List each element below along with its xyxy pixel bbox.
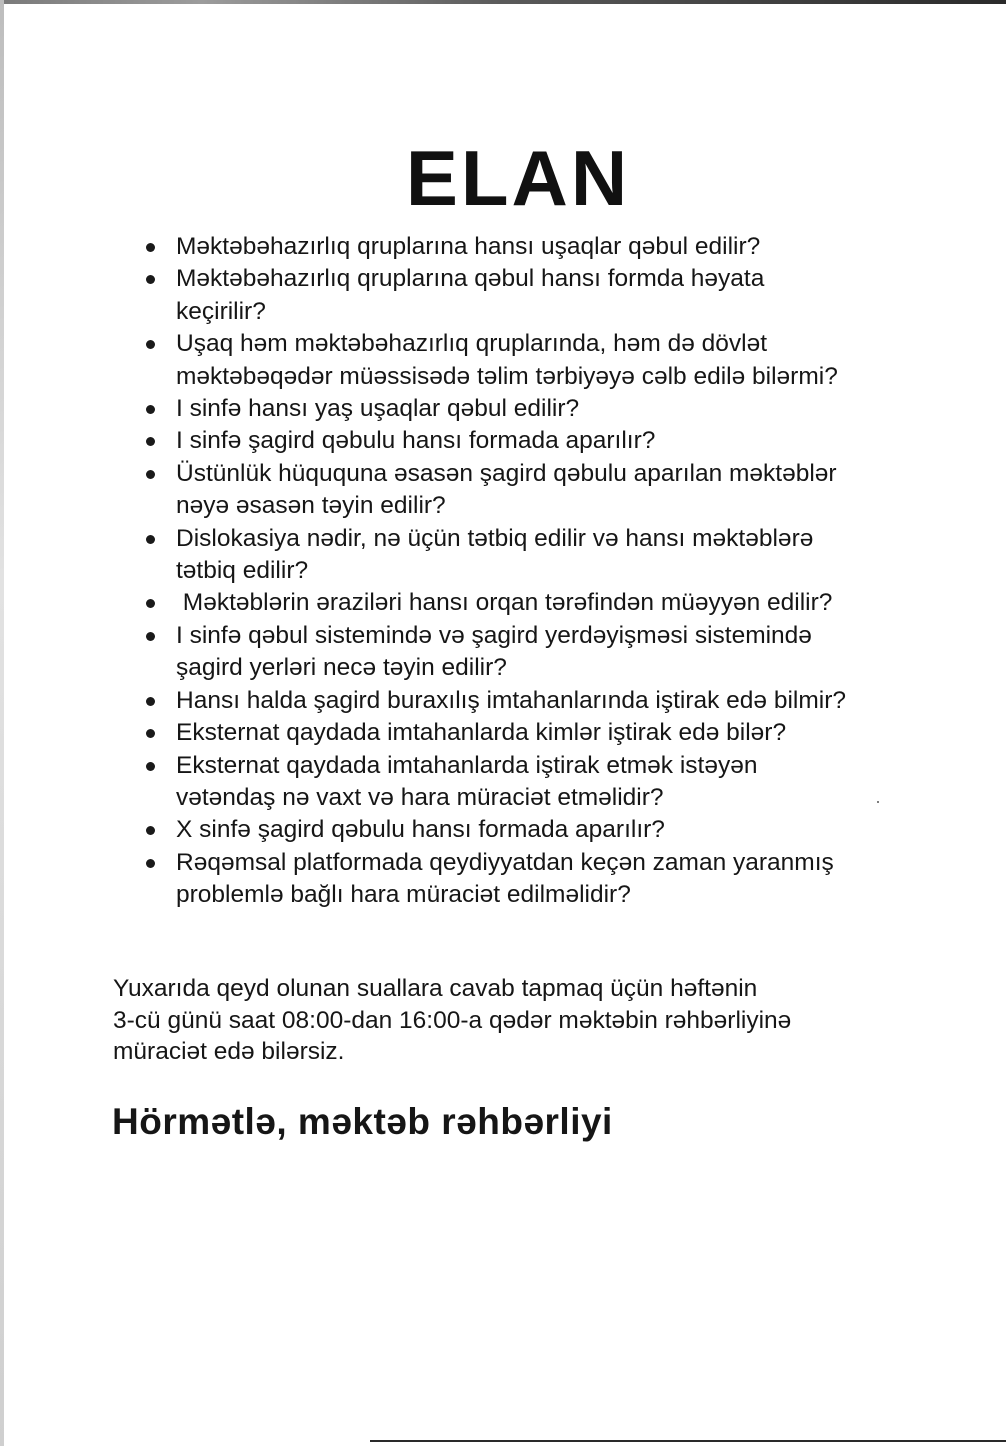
bullet-icon [146, 405, 155, 414]
question-line: I sinfə qəbul sistemində və şagird yerdəyişməsi sistemində [176, 621, 812, 649]
question-line: Məktəblərin əraziləri hansı orqan tərəfindən müəyyən edilir? [176, 589, 833, 617]
question-item [176, 523, 966, 588]
question-item [176, 328, 966, 393]
question-item [176, 458, 966, 523]
question-item [176, 717, 966, 749]
question-line: I sinfə şagird qəbulu hansı formada aparılır? [176, 427, 656, 455]
question-line: Eksternat qaydada imtahanlarda iştirak etmək istəyən [176, 751, 758, 779]
bullet-icon [146, 470, 155, 479]
question-line: Məktəbəhazırlıq qruplarına qəbul hansı formda həyata [176, 265, 765, 293]
bullet-icon [146, 437, 155, 446]
bullet-icon [146, 340, 155, 349]
bullet-icon [146, 535, 155, 544]
contact-note [113, 973, 913, 1068]
question-line: problemlə bağlı hara müraciət edilməlidir? [176, 881, 631, 909]
bullet-icon [146, 859, 155, 868]
question-line: nəyə əsasən təyin edilir? [176, 492, 446, 520]
question-item [176, 620, 966, 685]
question-line: I sinfə hansı yaş uşaqlar qəbul edilir? [176, 395, 580, 423]
question-item [176, 587, 966, 619]
bullet-icon [146, 762, 155, 771]
bullet-icon [146, 697, 155, 706]
question-item [176, 750, 966, 815]
note-line: 3-cü günü saat 08:00-dan 16:00-a qədər məktəbin rəhbərliyinə [113, 1006, 792, 1034]
question-line: Məktəbəhazırlıq qruplarına hansı uşaqlar qəbul edilir? [176, 233, 761, 260]
question-line: Eksternat qaydada imtahanlarda kimlər iştirak edə bilər? [176, 719, 787, 747]
bullet-icon [146, 275, 155, 284]
question-item [176, 231, 966, 263]
question-item [176, 847, 966, 912]
question-line: Hansı halda şagird buraxılış imtahanlarında iştirak edə bilmir? [176, 686, 846, 714]
question-item [176, 393, 966, 425]
signature: Hörmətlə, məktəb rəhbərliyi [112, 1101, 613, 1142]
question-line: Uşaq həm məktəbəhazırlıq qruplarında, həm də dövlət [176, 330, 768, 358]
bullet-icon [146, 599, 155, 608]
question-line: Rəqəmsal platformada qeydiyyatdan keçən zaman yaranmış [176, 848, 834, 876]
question-list [176, 231, 966, 912]
question-line: məktəbəqədər müəssisədə təlim tərbiyəyə cəlb edilə bilərmi? [176, 362, 838, 390]
question-item [176, 425, 966, 457]
question-line: tətbiq edilir? [176, 557, 309, 585]
page-title: ELAN [405, 134, 631, 222]
bullet-icon [146, 729, 155, 738]
question-item [176, 814, 966, 846]
bullet-icon [146, 826, 155, 835]
question-line: Dislokasiya nədir, nə üçün tətbiq edilir və hansı məktəblərə [176, 524, 814, 552]
bullet-icon [146, 243, 155, 252]
question-line: keçirilir? [176, 297, 266, 325]
bullet-icon [146, 632, 155, 641]
question-line: vətəndaş nə vaxt və hara müraciət etməlidir? [176, 783, 664, 811]
question-line: Üstünlük hüququna əsasən şagird qəbulu aparılan məktəblər [176, 459, 837, 487]
question-item [176, 263, 966, 328]
note-line: müraciət edə bilərsiz. [113, 1038, 345, 1065]
note-line: Yuxarıda qeyd olunan suallara cavab tapmaq üçün həftənin [113, 975, 758, 1002]
question-line: X sinfə şagird qəbulu hansı formada aparılır? [176, 816, 665, 844]
question-item [176, 685, 966, 717]
question-line: şagird yerləri necə təyin edilir? [176, 654, 507, 682]
